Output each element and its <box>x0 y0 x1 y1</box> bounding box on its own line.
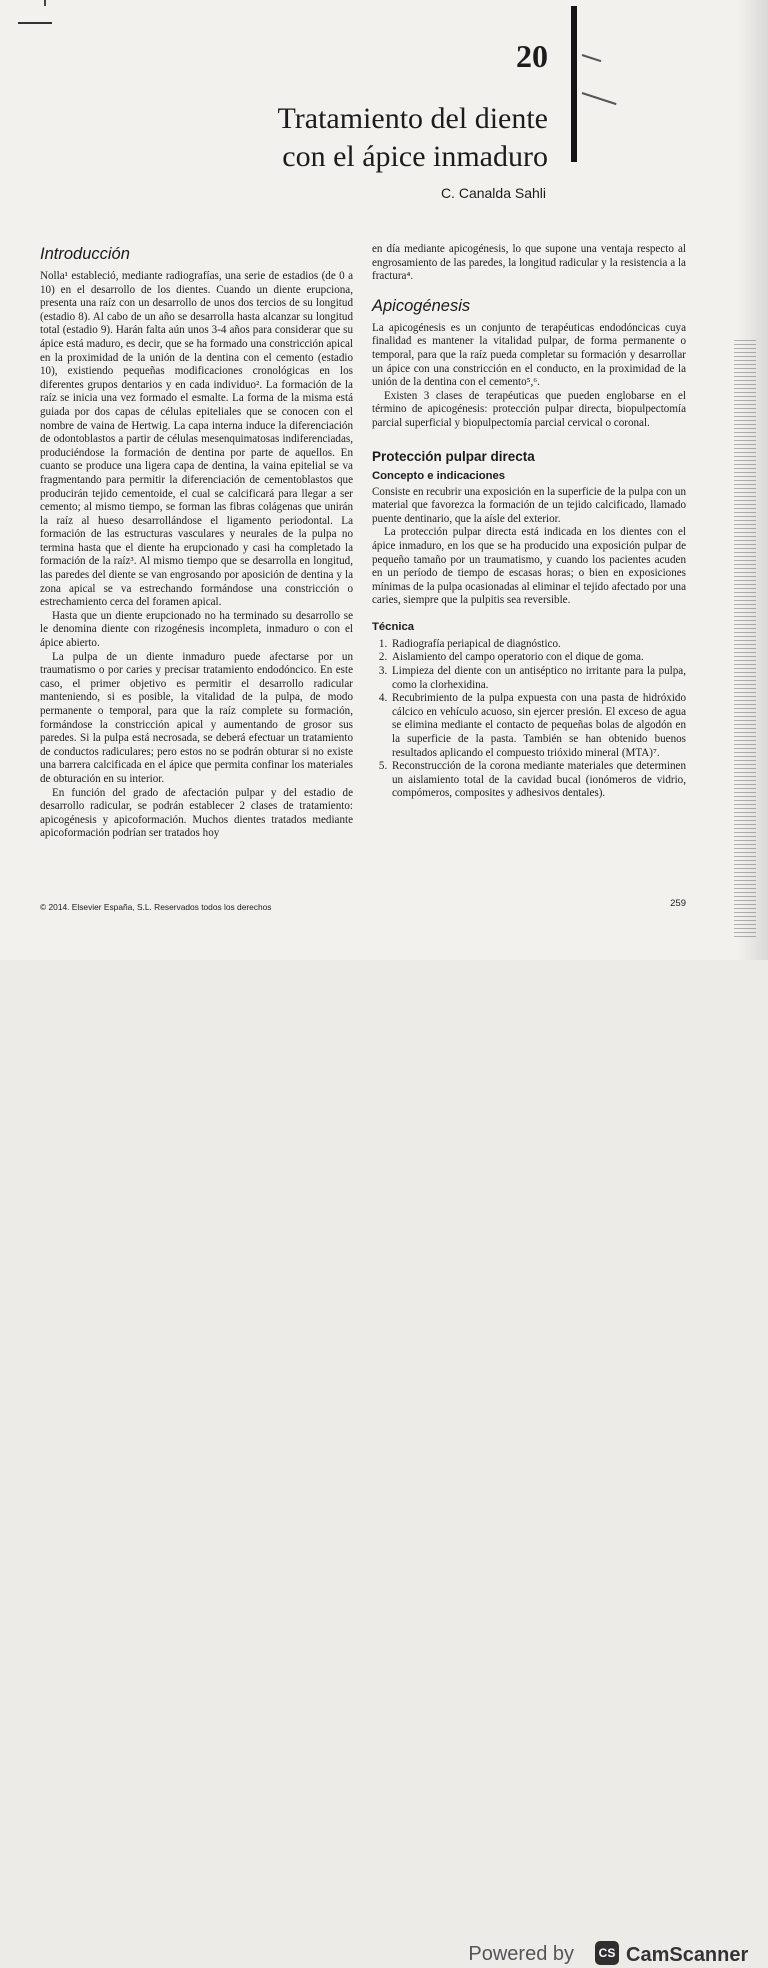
paragraph: Hasta que un diente erupcionado no ha terminado su desarrollo se le denomina diente con rizogénesis incompleta, inmaduro o con el ápice abierto. <box>40 609 353 650</box>
chapter-title-line-2: con el ápice inmaduro <box>282 140 548 173</box>
subheading-concepto: Concepto e indicaciones <box>372 469 506 482</box>
author-name: C. Canalda Sahli <box>440 185 546 201</box>
list-item: 3. Limpieza del diente con un antiséptico no irritante para la pulpa, como la clorhexidina. <box>390 665 686 692</box>
paragraph: La apicogénesis es un conjunto de terapéuticas endodóncicas cuya finalidad es mantener la vitalidad pulpar, de forma permanente o temporal, para que la raíz pueda completar su formación y desarrollar un ápice con una constricción en el conducto, en la proximidad de la unión de la dentina con el cemento⁵,⁶. <box>372 321 686 389</box>
scan-smudge <box>582 92 617 105</box>
right-column <box>372 243 686 801</box>
left-column <box>40 244 353 841</box>
scan-smudge <box>582 54 602 62</box>
list-item: 5. Reconstrucción de la corona mediante materiales que determinen un aislamiento total de la cavidad bucal (ionómeros de vidrio, compómeros, composites y adhesivos dentales). <box>390 760 686 801</box>
list-item: 2. Aislamiento del campo operatorio con el dique de goma. <box>390 651 686 665</box>
section-heading-apicogenesis: Apicogénesis <box>372 296 471 315</box>
paragraph: La pulpa de un diente inmaduro puede afectarse por un traumatismo o por caries y precisar tratamiento endodóncico. En este caso, el primer objetivo es permitir el desarrollo radicular manteniendo, si es posible, la vitalidad de la pulpa, de modo permanente o temporal, para que la raíz complete su formación, formándose la constricción apical y aumentando de grosor sus paredes. Si la pulpa está necrosada, se deberá efectuar un tratamiento de conductos radiculares; pero estos no se podrán obturar si no existe una barrera calcificada en el ápice que permita confinar los materiales de obturación en su interior. <box>40 650 353 785</box>
subheading-tecnica: Técnica <box>372 620 415 633</box>
technique-steps-list <box>372 638 686 801</box>
chapter-bar <box>571 6 577 162</box>
copyright-notice: © 2014. Elsevier España, S.L. Reservados todos los derechos <box>40 902 272 912</box>
subsection-heading-proteccion-pulpar: Protección pulpar directa <box>372 448 535 464</box>
scanned-page <box>0 0 768 960</box>
camscanner-brand: CamScanner <box>626 1944 749 1966</box>
chapter-title-line-1: Tratamiento del diente <box>277 102 548 135</box>
scan-tick-mark <box>44 0 46 6</box>
chapter-title <box>150 100 548 176</box>
paragraph: Existen 3 clases de terapéuticas que pueden englobarse en el término de apicogénesis: protección pulpar directa, biopulpectomía parcial superficial y biopulpectomía parcial cervical o coronal. <box>372 389 686 429</box>
paragraph: Nolla¹ estableció, mediante radiografías, una serie de estadios (de 0 a 10) en el desarrollo de los dientes. Cuando un diente erupciona, presenta una raíz con un desarrollo de unos dos tercios de su longitud (estadio 8). Al cabo de un año se desarrolla hasta alcanzar su longitud total (estadio 9). Harán falta aún unos 3-4 años para considerar que su ápice está maduro, es decir, que se ha formado una constricción apical en la proximidad de la unión de la dentina con el cemento (estadio 10), existiendo pequeñas modificaciones cronológicas en los diferentes grupos dentarios y en cada individuo². La formación de la raíz se inicia una vez formado el esmalte. La forma de la misma está guiada por dos capas de células epiteliales que se conocen con el nombre de vaina de Hertwig. La capa interna induce la diferenciación de odontoblastos a partir de células mesenquimatosas indiferenciadas, produciéndose la formación de dentina por parte de aquellos. En cuanto se produce una ligera capa de dentina, la vaina epitelial se va fragmentando para permitir la diferenciación de cementoblastos que producirán tejido cementoide, el cual se calcificará para llegar a ser cemento; al mismo tiempo, se forman las fibras colágenas que unirán la raíz al hueso desarrollándose el ligamento periodontal. La formación de las estructuras vasculares y neurales de la pulpa no termina hasta que el diente ha erupcionado y casi ha completado la formación de la raíz³. Al mismo tiempo que se desarrolla en longitud, las paredes del diente se van engrosando por aposición de dentina y la zona apical se va estrechando formándose una constricción o estrechamiento cerca del foramen apical. <box>40 270 353 609</box>
scanner-footer <box>0 960 768 1966</box>
camscanner-logo-icon: CS <box>595 1941 619 1965</box>
paragraph: La protección pulpar directa está indicada en los dientes con el ápice inmaduro, en los que se ha producido una exposición pulpar de pequeño tamaño por un traumatismo, y cuando los pacientes acuden en un período de tiempo de escasas horas; o bien en exposiciones mínimas de la pulpa ocasionadas al eliminar el tejido afectado por una caries, siempre que la pulpitis sea reversible. <box>372 526 686 607</box>
paragraph: Consiste en recubrir una exposición en la superficie de la pulpa con un material que favorezca la formación de un tejido calcificado, llamado puente dentinario, que la aísle del exterior. <box>372 485 686 525</box>
paragraph: En función del grado de afectación pulpar y del estadio de desarrollo radicular, se podrán establecer 2 clases de tratamiento: apicogénesis y apicoformación. Muchos dientes tratados mediante apicoformación podrían ser tratados hoy <box>40 786 353 840</box>
paragraph-continuation: en día mediante apicogénesis, lo que supone una ventaja respecto al engrosamiento de las paredes, la longitud radicular y la resistencia a la fractura⁴. <box>372 243 686 283</box>
page-number: 259 <box>670 898 686 909</box>
list-item: 1. Radiografía periapical de diagnóstico. <box>390 638 686 652</box>
section-heading-introduccion: Introducción <box>40 245 130 263</box>
powered-by-label: Powered by <box>468 1943 574 1965</box>
list-item: 4. Recubrimiento de la pulpa expuesta con una pasta de hidróxido cálcico en vehículo acuoso, sin ejercer presión. El exceso de agua se elimina mediante el contacto de pequeñas bolas de algodón en la superficie de la pasta. También se han obtenido buenos resultados aplicando el compuesto trióxido mineral (MTA)⁷. <box>390 692 686 760</box>
top-rule <box>18 22 52 24</box>
scan-edge-noise <box>734 340 756 940</box>
chapter-number: 20 <box>516 38 548 74</box>
